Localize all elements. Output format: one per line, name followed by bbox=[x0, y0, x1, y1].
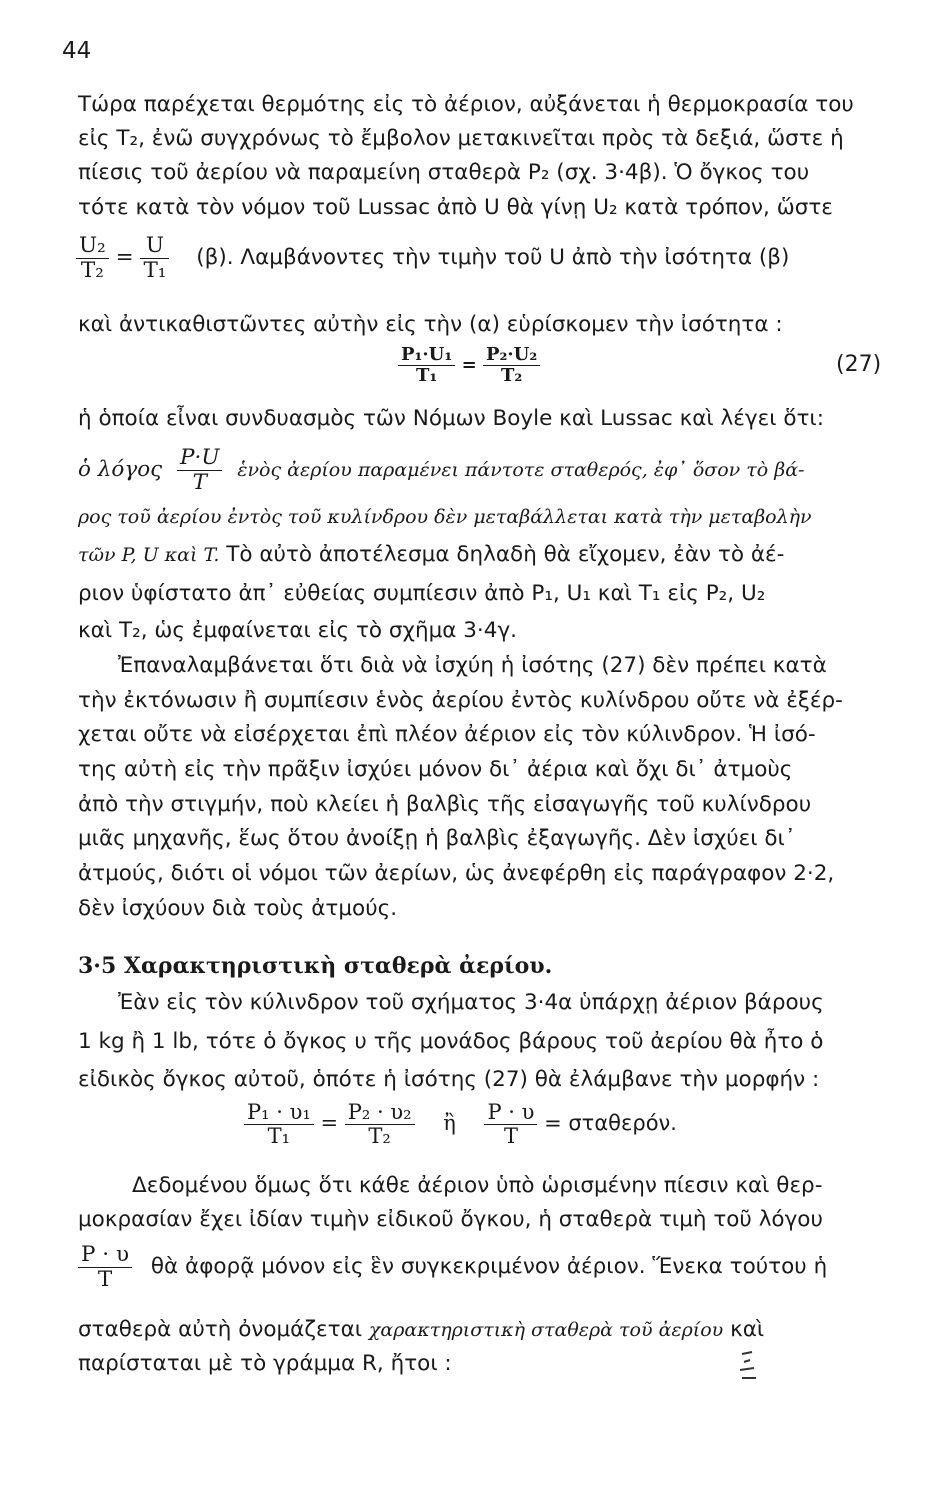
ratio-line-2: $\frac{P \cdot \upsilon}{T}$ θὰ ἀφορᾷ μόνον εἰς ἓν συγκεκριμένον ἀέριον. Ἕνεκα τούτου ἡ bbox=[78, 1243, 827, 1291]
ratio-line: ὁ λόγος $\frac{P\cdot U}{T}$ ἑνὸς ἀερίου παραμένει πάντοτε σταθερός, ἐφ᾽ ὅσον τὸ βά- bbox=[78, 445, 805, 495]
text-line: 1 kg ἢ 1 lb, τότε ὁ ὄγκος υ τῆς μονάδος βάρους τοῦ ἀερίου θὰ ἦτο ὁ bbox=[78, 1029, 824, 1054]
text-line: Ἐπαναλαμβάνεται ὅτι διὰ νὰ ἰσχύη ἡ ἰσότης (27) δὲν πρέπει κατὰ bbox=[118, 653, 827, 678]
text-line: πίεσις τοῦ ἀερίου νὰ παραμείνη σταθερὰ P₂ (σχ. 3·4β). Ὁ ὄγκος του bbox=[78, 160, 810, 185]
text-line: Ἐὰν εἰς τὸν κύλινδρον τοῦ σχήματος 3·4α ὑπάρχῃ ἀέριον βάρους bbox=[118, 990, 824, 1015]
text-line: ριον ὑφίστατο ἀπ᾽ εὐθείας συμπίεσιν ἀπὸ P₁, U₁ καὶ T₁ εἰς P₂, U₂ bbox=[78, 581, 766, 606]
text-line: τῶν P, U καὶ T. Τὸ αὐτὸ ἀποτέλεσμα δηλαδὴ θὰ εἴχομεν, ἐὰν τὸ ἀέ- bbox=[78, 542, 785, 567]
text-line: τότε κατὰ τὸν νόμον τοῦ Lussac ἀπὸ U θὰ γίνῃ U₂ κατὰ τρόπον, ὥστε bbox=[78, 195, 833, 220]
text-line: εἰδικὸς ὄγκος αὐτοῦ, ὁπότε ἡ ἰσότης (27) θὰ ἐλάμβανε τὴν μορφήν : bbox=[78, 1067, 820, 1092]
text-line: Δεδομένου ὅμως ὅτι κάθε ἀέριον ὑπὸ ὡρισμένην πίεσιν καὶ θερ- bbox=[132, 1173, 823, 1198]
text-line: ἡ ὁποία εἶναι συνδυασμὸς τῶν Νόμων Boyle καὶ Lussac καὶ λέγει ὅτι: bbox=[78, 406, 824, 431]
text-line: της αὐτὴ εἰς τὴν πρᾶξιν ἰσχύει μόνον δι᾽ ἀέρια καὶ ὄχι δι᾽ ἀτμοὺς bbox=[78, 757, 793, 782]
text-line: ἀπὸ τὴν στιγμήν, ποὺ κλείει ἡ βαλβὶς τῆς εἰσαγωγῆς τοῦ κυλίνδρου bbox=[78, 792, 812, 817]
text-line: μοκρασίαν ἔχει ἰδίαν τιμὴν εἰδικοῦ ὄγκου, ἡ σταθερὰ τιμὴ τοῦ λόγου bbox=[78, 1207, 823, 1232]
equation-number: (27) bbox=[836, 352, 882, 377]
section-heading: 3·5 Χαρακτηριστικὴ σταθερὰ ἀερίου. bbox=[78, 953, 553, 979]
equation-27: $\frac{\text{P₁·U₁}}{\text{T₁}}$ = $\frac{\text{P₂·U₂}}{\text{T₂}}$ bbox=[398, 345, 540, 386]
text-line: ἀτμούς, διότι οἱ νόμοι τῶν ἀερίων, ὡς ἀνεφέρθη εἰς παράγραφον 2·2, bbox=[78, 861, 835, 886]
text-line: εἰς T₂, ἐνῶ συγχρόνως τὸ ἔμβολον μετακινεῖται πρὸς τὰ δεξιά, ὥστε ἡ bbox=[78, 126, 844, 151]
text-line: δὲν ἰσχύουν διὰ τοὺς ἀτμούς. bbox=[78, 896, 398, 921]
page-number: 44 bbox=[62, 38, 92, 64]
margin-mark-icon bbox=[734, 1348, 760, 1388]
text-line: καὶ ἀντικαθιστῶντες αὐτὴν εἰς τὴν (α) εὑρίσκομεν τὴν ἰσότητα : bbox=[78, 312, 783, 337]
text-line: παρίσταται μὲ τὸ γράμμα R, ἤτοι : bbox=[78, 1351, 452, 1376]
text-line: καὶ T₂, ὡς ἐμφαίνεται εἰς τὸ σχῆμα 3·4γ. bbox=[78, 618, 518, 643]
text-line: σταθερὰ αὐτὴ ὀνομάζεται χαρακτηριστικὴ σταθερὰ τοῦ ἀερίου καὶ bbox=[78, 1317, 765, 1342]
equation-beta: $\frac{\text{U₂}}{\text{T₂}}$ = $\frac{U}{\text{T₁}}$ (β). Λαμβάνοντες τὴν τιμὴν τοῦ U ἀπὸ τὴν ἰσότητα (β) bbox=[76, 234, 789, 282]
text-line: χεται οὔτε νὰ εἰσέρχεται ἐπὶ πλέον ἀέριον εἰς τὸν κύλινδρον. Ἡ ἰσό- bbox=[78, 722, 816, 747]
text-line: ρος τοῦ ἀερίου ἐντὸς τοῦ κυλίνδρου δὲν μεταβάλλεται κατὰ τὴν μεταβολὴν bbox=[78, 506, 812, 528]
text-line: Τώρα παρέχεται θερμότης εἰς τὸ ἀέριον, αὐξάνεται ἡ θερμοκρασία του bbox=[78, 92, 854, 117]
equation-constant: $\frac{\text{P₁ · υ₁}}{\text{T₁}}$ = $\frac{\text{P₂ · υ₂}}{\text{T₂}}$ ἢ $\frac{P \cdot \upsilon}{T}$ = σταθερόν. bbox=[244, 1101, 677, 1148]
text-line: μιᾶς μηχανῆς, ἕως ὅτου ἀνοίξῃ ἡ βαλβὶς ἐξαγωγῆς. Δὲν ἰσχύει δι᾽ bbox=[78, 826, 796, 851]
text-line: τὴν ἐκτόνωσιν ἢ συμπίεσιν ἑνὸς ἀερίου ἐντὸς κυλίνδρου οὔτε νὰ ἐξέρ- bbox=[78, 688, 843, 713]
